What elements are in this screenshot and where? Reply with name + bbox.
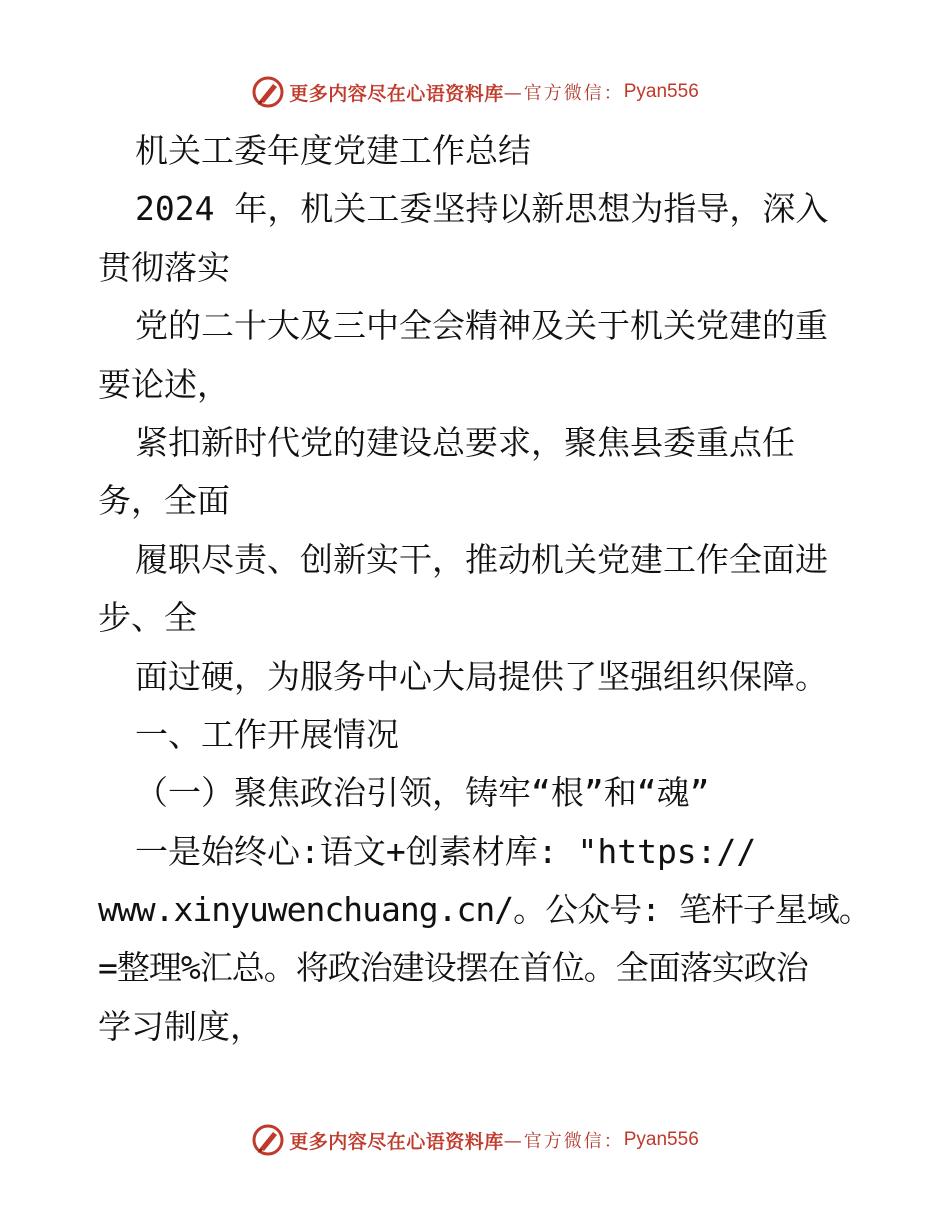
footer-watermark	[0, 1120, 950, 1160]
paragraph-line: 一是始终心:语文+创素材库: "https://	[135, 831, 757, 871]
subsection-heading: （一）聚焦政治引领，铸牢“根”和“魂”	[135, 773, 710, 813]
paragraph-line: www.xinyuwenchuang.cn/。公众号: 笔杆子星域。	[98, 890, 871, 930]
paragraph-line: 要论述，	[98, 364, 230, 404]
watermark-text: 更多内容尽在心语资料库	[289, 1130, 504, 1153]
section-heading: 一、工作开展情况	[135, 714, 399, 754]
document-title: 机关工委年度党建工作总结	[135, 131, 531, 170]
watermark-official-label: —官方微信：	[503, 1131, 624, 1152]
watermark-text: 更多内容尽在心语资料库	[289, 82, 504, 105]
paragraph-line: 贯彻落实	[98, 247, 230, 287]
paragraph-line: 履职尽责、创新实干，推动机关党建工作全面进	[135, 539, 828, 579]
document-body	[98, 122, 918, 1056]
paragraph-line: 紧扣新时代党的建设总要求，聚焦县委重点任	[135, 422, 795, 462]
watermark-official-label: —官方微信：	[503, 83, 624, 104]
paragraph-line: 面过硬，为服务中心大局提供了坚强组织保障。	[135, 656, 828, 696]
pen-logo-icon	[251, 75, 285, 109]
paragraph-line: 务，全面	[98, 481, 230, 521]
paragraph-line: 2024 年，机关工委坚持以新思想为指导，深入	[135, 189, 829, 229]
paragraph-line: 党的二十大及三中全会精神及关于机关党建的重	[135, 306, 828, 346]
watermark-wechat-id: Pyan556	[623, 81, 699, 102]
watermark-wechat-id: Pyan556	[623, 1129, 699, 1150]
pen-logo-icon	[251, 1123, 285, 1157]
paragraph-line: 步、全	[98, 598, 197, 638]
paragraph-line: =整理%汇总。将政治建设摆在首位。全面落实政治	[98, 948, 808, 988]
paragraph-line: 学习制度，	[98, 1006, 263, 1046]
header-watermark	[0, 72, 950, 112]
